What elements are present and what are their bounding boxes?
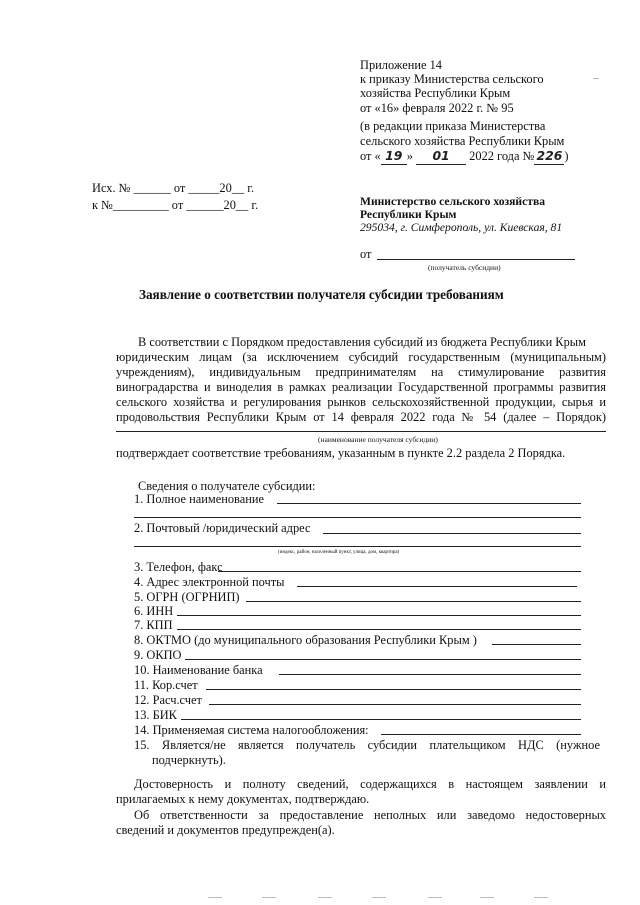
scan-mark (534, 897, 548, 898)
info-item-ogrn: 5. ОГРН (ОГРНИП) (134, 590, 240, 604)
info-item-inn: 6. ИНН (134, 604, 174, 618)
intro-line: В соответствии с Порядком предоставления субсидий из бюджета Республики Крым (138, 335, 586, 349)
info-item-account: 12. Расч.счет (134, 693, 202, 707)
amend-close: ) (564, 149, 569, 163)
info-item-postal-address: 2. Почтовый /юридический адрес (134, 521, 311, 535)
addressee-name: Республики Крым (360, 208, 457, 221)
scan-mark (593, 78, 599, 79)
amend-day-handwritten: 19 (381, 149, 407, 165)
amend-number-handwritten: 226 (534, 149, 564, 165)
info-item-vat-cont: подчеркнуть). (152, 753, 226, 767)
scan-mark (372, 897, 386, 898)
oktmo-line (492, 644, 581, 645)
intro-line: виноградарства и виноделия в рамках реализации Государственной программы развития (116, 380, 606, 394)
info-item-bik: 13. БИК (134, 708, 177, 722)
from-label: от (360, 247, 372, 261)
scan-mark (480, 897, 494, 898)
recipient-name-line (116, 431, 606, 432)
from-field-line (377, 259, 575, 260)
kpp-line (177, 629, 581, 630)
info-item-tax-system: 14. Применяемая система налогообложения: (134, 723, 369, 737)
info-item-phone: 3. Телефон, факс (134, 560, 223, 574)
amend-mid: » (406, 149, 413, 163)
closing-line: Достоверность и полноту сведений, содержащихся в настоящем заявлении и (134, 777, 606, 791)
info-item-kpp: 7. КПП (134, 618, 173, 632)
ogrn-line (246, 601, 581, 602)
incoming-ref: к №_________ от ______20__ г. (92, 198, 259, 212)
address-line (323, 533, 581, 534)
closing-line: прилагаемых к нему документах, подтверждаю. (116, 792, 370, 806)
header-line: сельского хозяйства Республики Крым (360, 134, 565, 148)
address-caption: (индекс, район, населенный пункт, улица, дом, квартира) (278, 550, 400, 555)
amend-year: 2022 года № (469, 149, 535, 163)
email-line (297, 586, 577, 587)
info-item-email: 4. Адрес электронной почты (134, 575, 285, 589)
intro-line: продовольствия Республики Крым от 14 февраля 2022 года № 54 (далее – Порядок) (116, 410, 606, 424)
info-item-bank: 10. Наименование банка (134, 663, 263, 677)
scan-mark (262, 897, 276, 898)
header-line: хозяйства Республики Крым (360, 86, 511, 100)
info-item-oktmo: 8. ОКТМО (до муниципального образования Республики Крым ) (134, 633, 477, 647)
header-line: Приложение 14 (360, 58, 442, 72)
header-line: от «16» февраля 2022 г. № 95 (360, 101, 514, 115)
bank-line (279, 674, 581, 675)
info-item-full-name: 1. Полное наименование (134, 492, 265, 506)
confirm-text: подтверждает соответствие требованиям, указанным в пункте 2.2 раздела 2 Порядка. (116, 446, 566, 460)
closing-line: Об ответственности за предоставление неполных или заведомо недостоверных (134, 808, 606, 822)
amendment-line (360, 149, 569, 165)
scan-mark (208, 897, 222, 898)
header-line: к приказу Министерства сельского (360, 72, 544, 86)
full-name-line-2 (134, 517, 581, 518)
phone-line (218, 571, 581, 572)
tax-system-line (381, 734, 581, 735)
corr-account-line (206, 689, 581, 690)
closing-line: сведений и документов предупрежден(а). (116, 823, 335, 837)
amend-month-handwritten: 01 (416, 149, 466, 165)
inn-line (177, 615, 581, 616)
intro-line: сельского хозяйства и регулирования рынков сельскохозяйственной продукции, сырья и (116, 395, 606, 409)
outgoing-ref: Исх. № ______ от _____20__ г. (92, 181, 255, 195)
address-line-2 (134, 546, 581, 547)
header-line: (в редакции приказа Министерства (360, 119, 546, 133)
amend-prefix: от « (360, 149, 381, 163)
addressee-address: 295034, г. Симферополь, ул. Киевская, 81 (360, 221, 563, 234)
info-heading: Сведения о получателе субсидии: (138, 479, 316, 493)
scan-mark (428, 897, 442, 898)
account-line (209, 704, 581, 705)
document-title: Заявление о соответствии получателя субсидии требованиям (139, 287, 504, 302)
full-name-line (277, 503, 581, 504)
scan-mark (318, 897, 332, 898)
from-caption: (получатель субсидии) (428, 263, 501, 272)
info-item-okpo: 9. ОКПО (134, 648, 182, 662)
recipient-name-caption: (наименование получателя субсидии) (318, 435, 438, 444)
addressee-name: Министерство сельского хозяйства (360, 195, 546, 208)
intro-line: учреждениям), индивидуальным предпринимателям на стимулирование развития (116, 365, 606, 379)
info-item-corr-account: 11. Кор.счет (134, 678, 198, 692)
bik-line (181, 719, 581, 720)
info-item-vat: 15. Является/не является получатель субсидии плательщиком НДС (нужное (134, 738, 600, 752)
okpo-line (185, 659, 581, 660)
intro-line: юридическим лицам (за исключением субсидий государственным (муниципальным) (116, 350, 606, 364)
